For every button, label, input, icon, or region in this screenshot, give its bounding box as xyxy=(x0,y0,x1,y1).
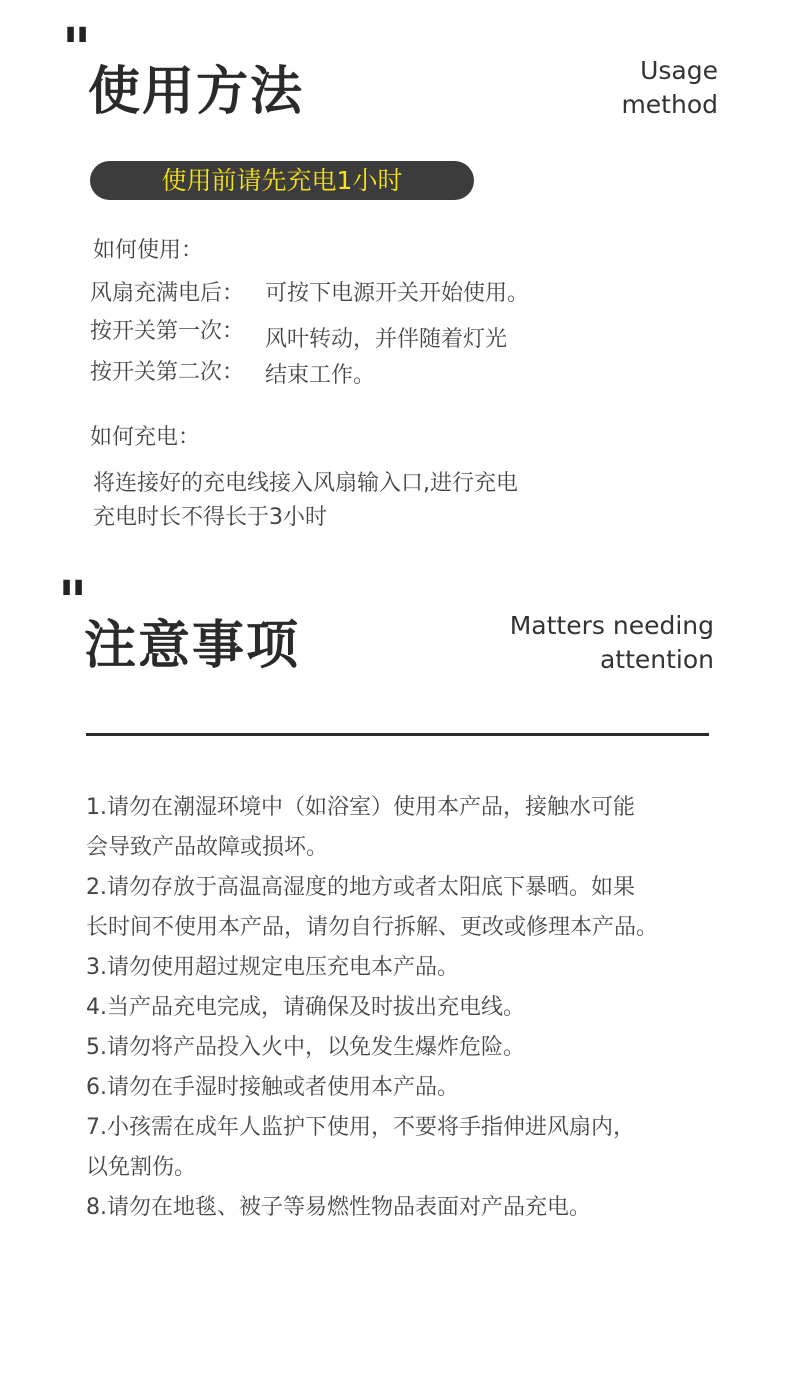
notes-line: 5.请勿将产品投入火中，以免发生爆炸危险。 xyxy=(86,1035,525,1060)
attention-english-title xyxy=(510,609,714,677)
usage-section-title: 使用方法 xyxy=(88,62,305,122)
notes-line: 7.小孩需在成年人监护下使用，不要将手指伸进风扇内， xyxy=(86,1115,635,1140)
notes-line: 会导致产品故障或损坏。 xyxy=(86,835,329,860)
step3-label: 按开关第二次： xyxy=(90,360,245,385)
step1-label: 风扇充满电后： xyxy=(90,281,245,306)
notes-line: 2.请勿存放于高温高湿度的地方或者太阳底下暴晒。如果 xyxy=(86,875,635,900)
notes-line: 1.请勿在潮湿环境中（如浴室）使用本产品，接触水可能 xyxy=(86,795,635,820)
attention-section-title: 注意事项 xyxy=(84,616,301,676)
quote-mark-icon: " xyxy=(58,570,82,635)
attention-english-title-line1: Matters needing xyxy=(509,611,714,640)
notes-line: 长时间不使用本产品，请勿自行拆解、更改或修理本产品。 xyxy=(86,915,659,940)
charge-line-1: 将连接好的充电线接入风扇输入口,进行充电 xyxy=(93,471,518,496)
charge-first-banner: 使用前请先充电1小时 xyxy=(90,161,474,200)
step2-text: 风叶转动，并伴随着灯光 xyxy=(265,327,508,352)
notes-line: 6.请勿在手湿时接触或者使用本产品。 xyxy=(86,1075,459,1100)
notes-line: 8.请勿在地毯、被子等易燃性物品表面对产品充电。 xyxy=(86,1195,591,1220)
section-divider xyxy=(86,733,709,736)
quote-mark-icon: " xyxy=(62,17,86,82)
how-to-use-label: 如何使用： xyxy=(93,238,204,263)
usage-english-title-line2: method xyxy=(621,90,718,119)
attention-english-title-line2: attention xyxy=(599,645,714,674)
notes-line: 以免割伤。 xyxy=(86,1155,197,1180)
notes-line: 4.当产品充电完成，请确保及时拔出充电线。 xyxy=(86,995,525,1020)
attention-notes-list xyxy=(86,788,736,1228)
usage-english-title xyxy=(621,54,718,122)
how-to-charge-label: 如何充电： xyxy=(90,425,201,450)
usage-english-title-line1: Usage xyxy=(640,56,718,85)
notes-line: 3.请勿使用超过规定电压充电本产品。 xyxy=(86,955,459,980)
step3-text: 结束工作。 xyxy=(265,363,376,388)
step1-text: 可按下电源开关开始使用。 xyxy=(265,281,530,306)
charge-line-2: 充电时长不得长于3小时 xyxy=(93,505,327,530)
step2-label: 按开关第一次： xyxy=(90,319,245,344)
